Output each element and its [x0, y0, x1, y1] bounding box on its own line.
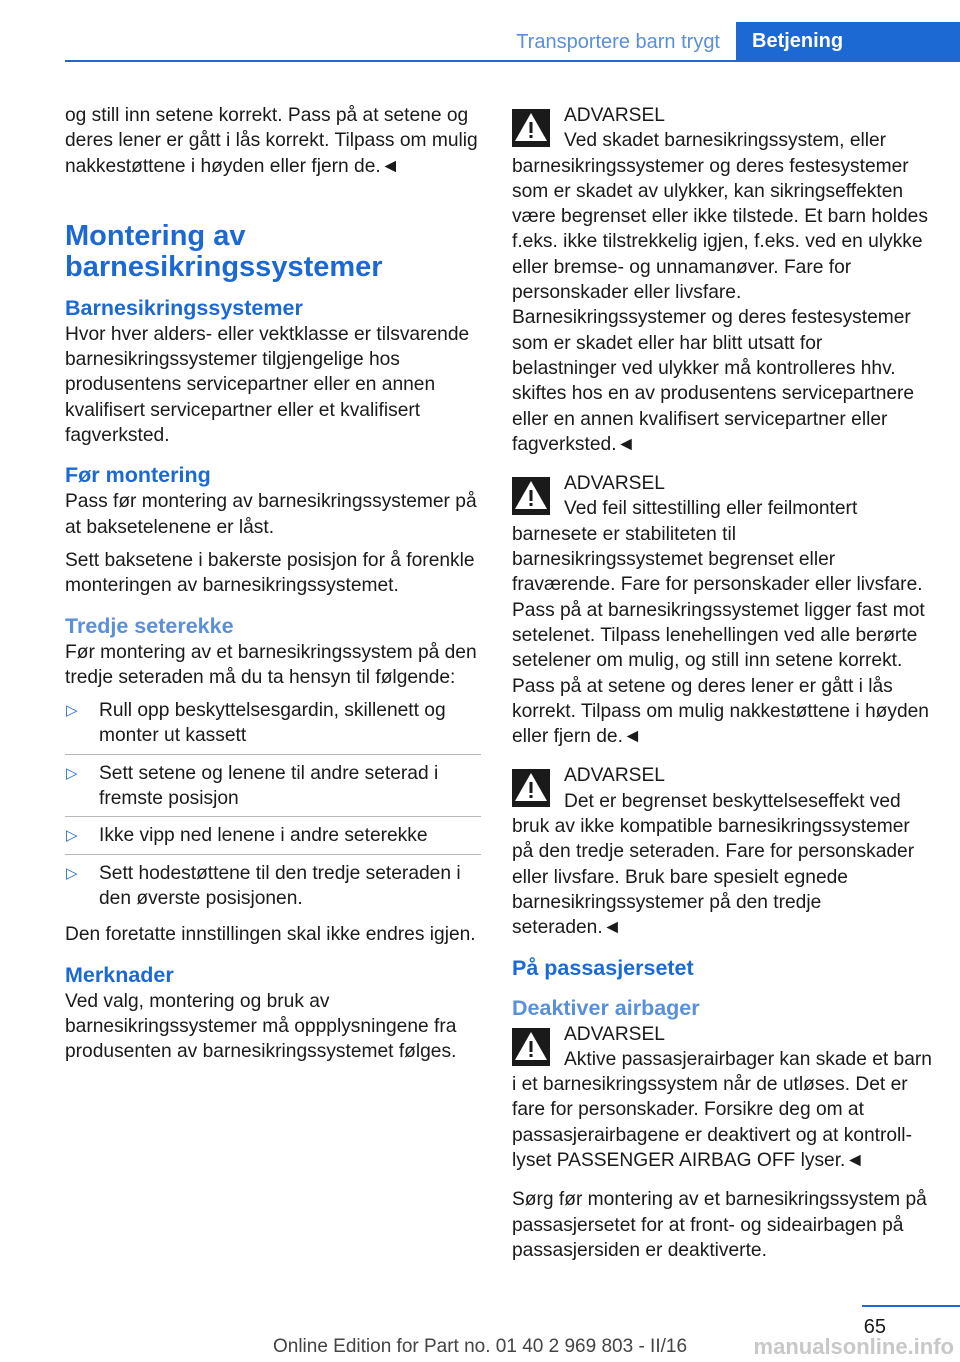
warning-triangle-icon [512, 1028, 550, 1066]
list-item-text: Rull opp beskyttelsesgardin, skillenett og monter ut kassett [99, 700, 446, 747]
bullet-list [65, 698, 481, 916]
triangle-right-icon: ▷ [66, 702, 78, 720]
warning-block [512, 103, 932, 457]
breadcrumb[interactable]: Transportere barn trygt [516, 31, 720, 53]
warning-block [512, 1022, 932, 1174]
section-text-for-montering-1: Pass før montering av barnesikringssystemer på at baksetelenene er låst. [65, 491, 477, 538]
section-heading-merknader: Merknader [65, 962, 174, 987]
section-text-deaktiver-airbager: Sørg før montering av et barnesikringssystem på passasjersetet for at front- og sideairbagen på passasjersiden er deaktiverte. [512, 1189, 927, 1261]
warning-triangle-icon [512, 769, 550, 807]
list-item-text: Ikke vipp ned lenene i andre seterekke [99, 825, 428, 847]
section-heading-barnesikringssystemer: Barnesikringssystemer [65, 295, 303, 320]
section-text-for-montering-2: Sett baksetene i bakerste posisjon for å forenkle monteringen av barnesikringssystemet. [65, 549, 475, 597]
list-item [65, 823, 481, 854]
watermark: manualsonline.info [753, 1334, 954, 1359]
section-heading-pa-passasjersetet: På passasjersetet [512, 955, 694, 980]
warning-triangle-icon [512, 109, 550, 147]
warning-text: Aktive passasjerairbager kan skade et barn i et barnesikringssystem når de utløses. Det er fare for personskader. Forsikre deg om at passasjerairbagene er deaktivert og at kontroll-lyset PASSENGER AIRBAG OFF lyser.◄ [512, 1048, 932, 1171]
list-item [65, 698, 481, 755]
section-heading-deaktiver-airbager: Deaktiver airbager [512, 995, 700, 1020]
triangle-right-icon: ▷ [66, 864, 78, 882]
section-text-merknader: Ved valg, montering og bruk av barnesikringssystemer må oppplysningene fra produsenten av barnesikringssystemet følges. [65, 990, 457, 1063]
section-text-tredje-seterekke: Før montering av et barnesikringssystem på den tredje seteraden må du ta hensyn til følgende: [65, 641, 477, 688]
tab-betjening[interactable]: Betjening [736, 22, 960, 62]
section-heading-tredje-seterekke: Tredje seterekke [65, 613, 234, 638]
left-column [65, 103, 481, 1072]
warning-text: Det er begrenset beskyttelseseffekt ved bruk av ikke kompatible barnesikringssystemer på den tredje seteraden. Fare for personskader eller livsfare. Bruk bare spesielt egnede barnesikringssystemer på den tredje seteraden.◄ [512, 790, 915, 939]
footer-rule [862, 1305, 960, 1307]
triangle-right-icon: ▷ [66, 827, 78, 845]
section-text-after-list: Den foretatte innstillingen skal ikke endres igjen. [65, 924, 476, 946]
warning-text: Ved skadet barnesikringssystem, eller barnesikringssystemer og deres festesystemer som er skadet av ulykker, kan sikringseffekten være begrenset eller ikke tilstede. Et barn holdes f.eks. ikke tilstrekkelig igjen, f.eks. ved en ulykke eller bremse- og unnamanøver. Fare for personskader eller livsfare. Barnesikringssystemer og deres festesystemer som er skadet eller har blitt utsatt for belastninger ved ulykker må kontrolleres hhv. skiftes hos en av produsentens servicepartnere eller en annen kvalifisert servicepartner eller fagverksted.◄ [512, 130, 928, 455]
warning-title: ADVARSEL [564, 473, 665, 495]
right-column [512, 103, 932, 1271]
edition-footer: Online Edition for Part no. 01 40 2 969 803 - II/16 [272, 1336, 688, 1357]
page-number: 65 [863, 1316, 886, 1338]
list-item-text: Sett setene og lenene til andre seterad i fremste posisjon [99, 762, 439, 810]
list-item [65, 861, 481, 917]
warning-triangle-icon [512, 477, 550, 515]
page-title: Montering av barnesikringssystemer [65, 219, 383, 283]
warning-title: ADVARSEL [564, 105, 665, 126]
warning-title: ADVARSEL [564, 1023, 665, 1045]
intro-paragraph: og still inn setene korrekt. Pass på at setene og deres lener er gått i lås korrekt. Tilpass om mulig nakkestøttene i høyden eller fjern de.◄ [65, 105, 478, 177]
triangle-right-icon: ▷ [66, 764, 78, 782]
warning-block [512, 471, 932, 749]
warning-title: ADVARSEL [564, 765, 665, 787]
list-item-text: Sett hodestøttene til den tredje seteraden i den øverste posisjonen. [99, 862, 461, 909]
warning-block [512, 763, 932, 940]
section-heading-for-montering: Før montering [65, 463, 211, 488]
list-item [65, 761, 481, 818]
warning-text: Ved feil sittestilling eller feilmontert barnesete er stabiliteten til barnesikringssystemet begrenset eller fraværende. Fare for personskader eller livsfare. Pass på at barnesikringssystemet ligger fast mot setelenet. Tilpass lenehellingen ved alle berørte setelener om mulig, og still inn setene korrekt. Pass på at setene og deres lener er gått i lås korrekt. Tilpass om mulig nakkestøttene i høyden eller fjern de.◄ [512, 498, 929, 748]
section-text-barnesikringssystemer: Hvor hver alders- eller vektklasse er tilsvarende barnesikringssystemer tilgjengelige hos produsentens servicepartner eller en annen kvalifisert servicepartner eller et kvalifisert fagverksted. [65, 323, 470, 447]
